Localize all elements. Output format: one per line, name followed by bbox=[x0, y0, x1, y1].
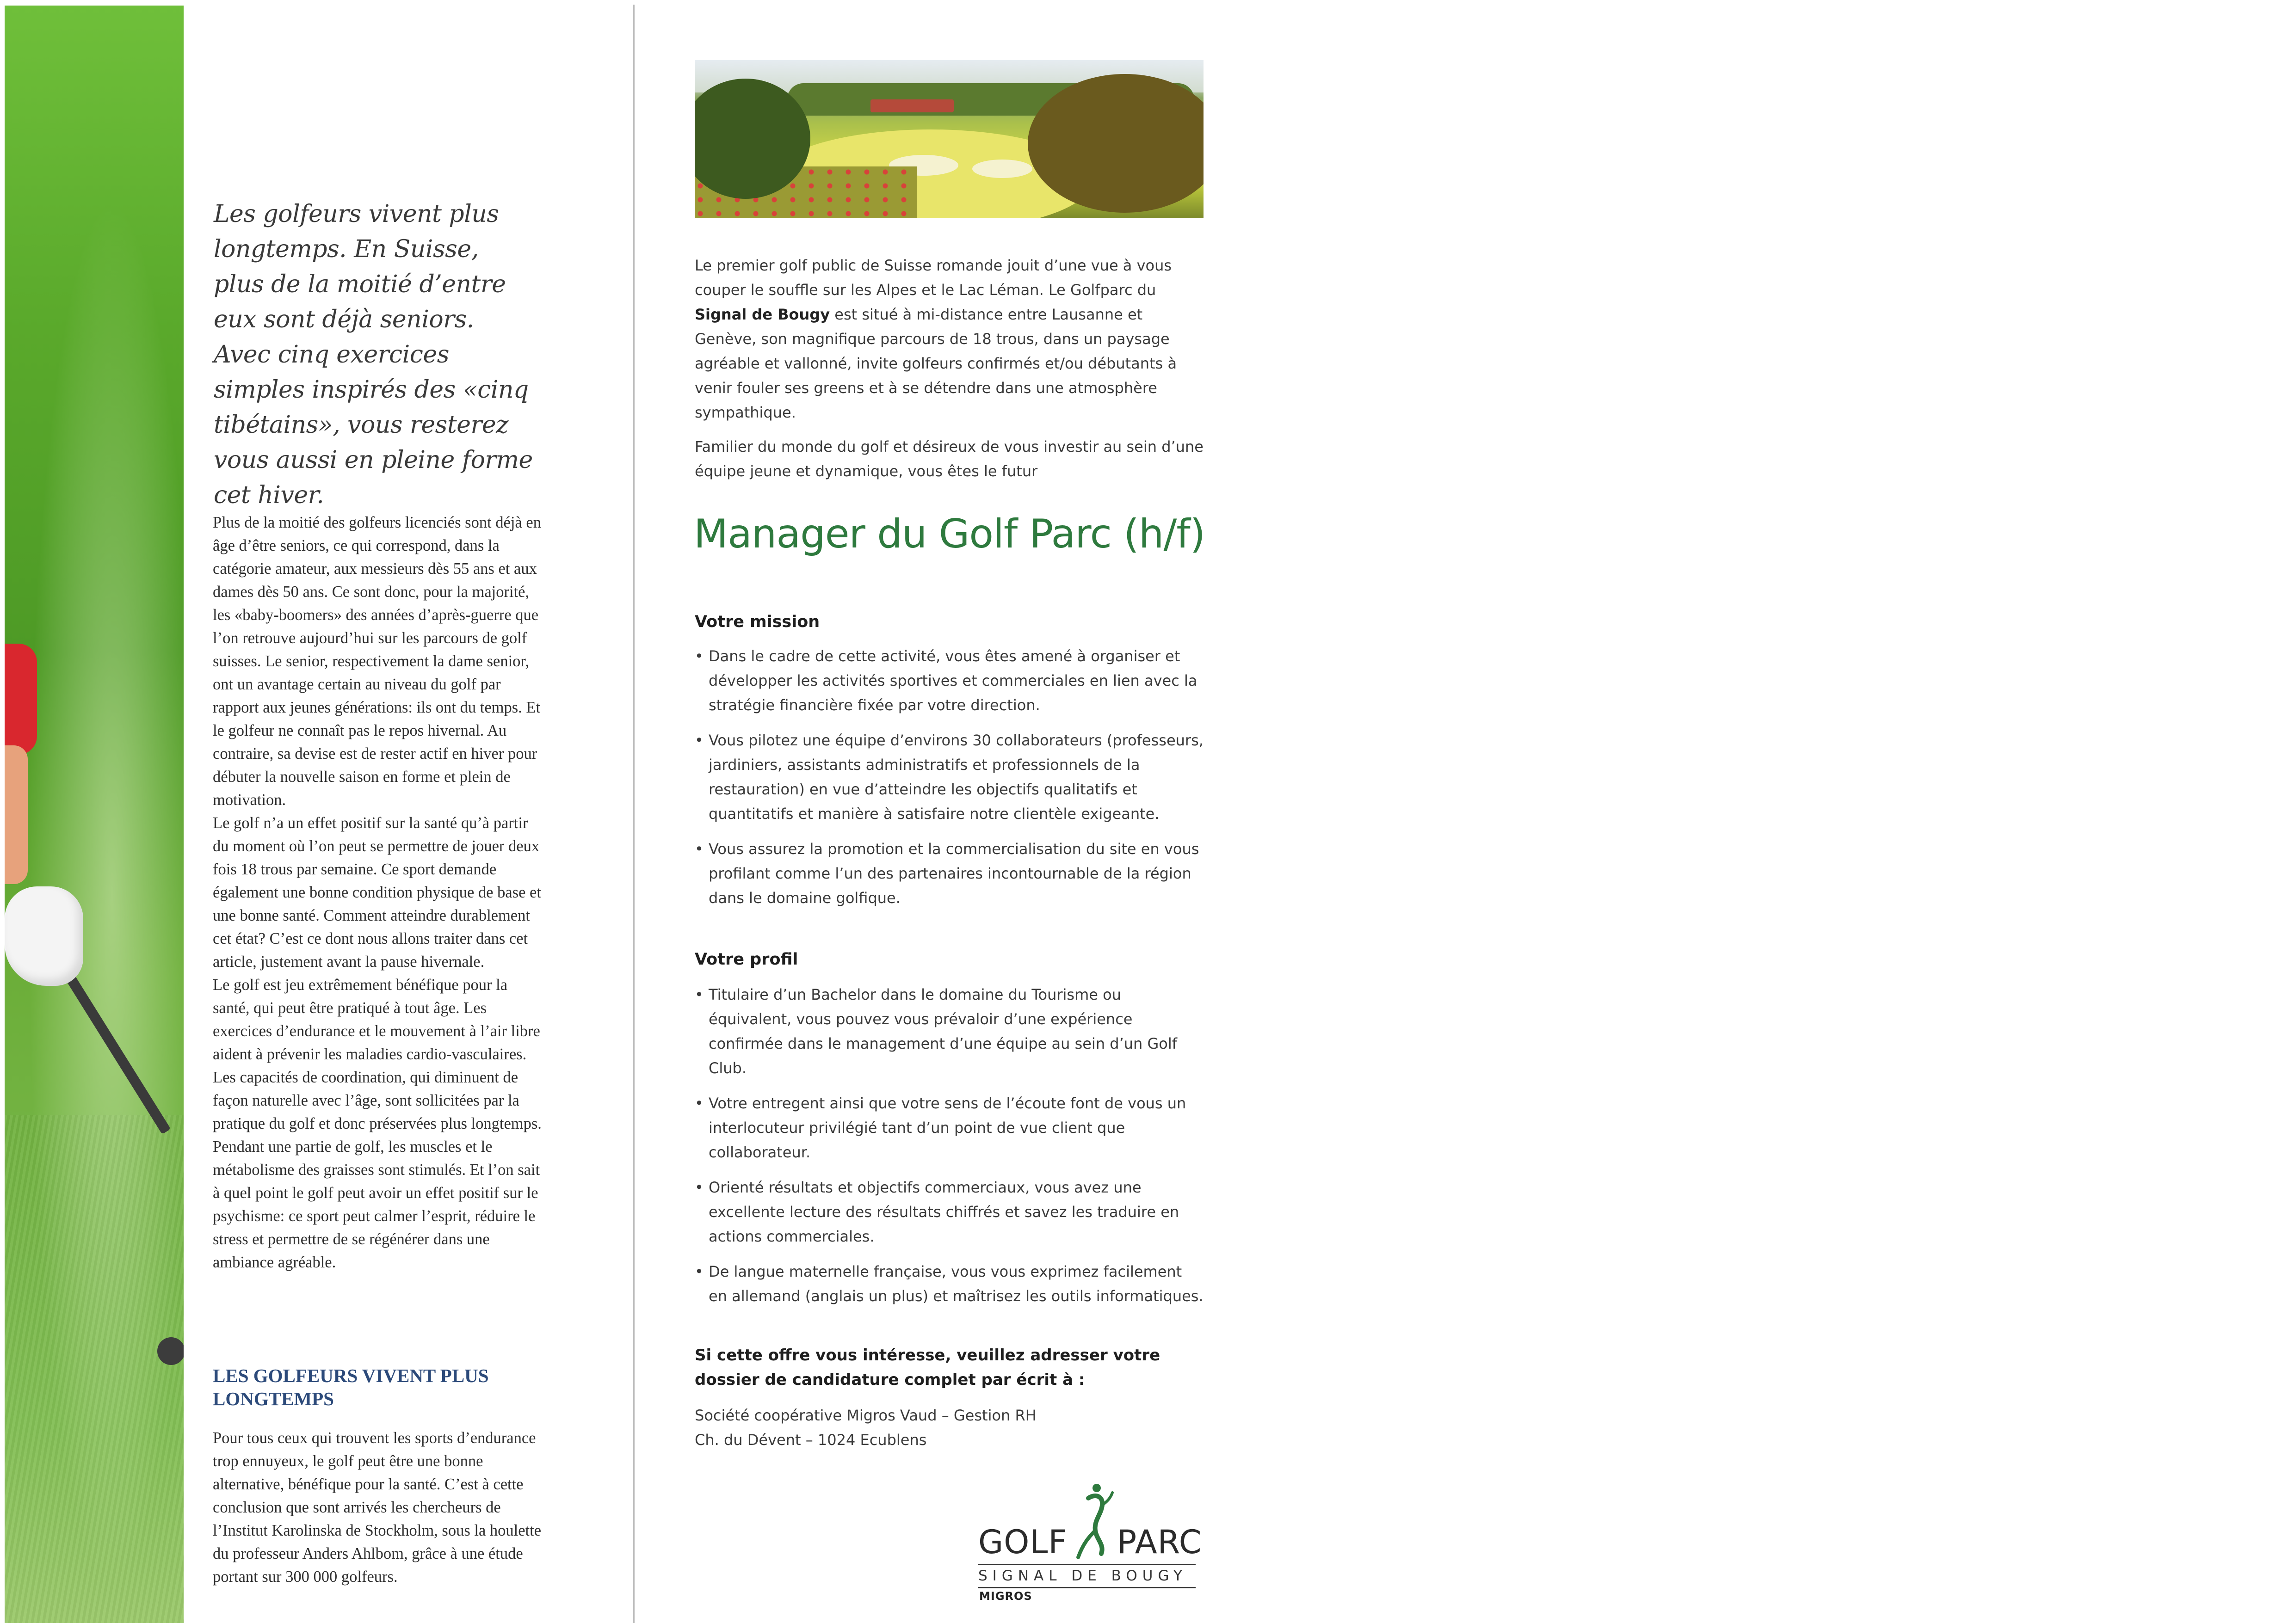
address-line: Société coopérative Migros Vaud – Gestion RH bbox=[695, 1407, 1037, 1424]
ad-intro-paragraph bbox=[695, 253, 1204, 425]
contact-address bbox=[695, 1403, 1204, 1452]
article-body-continued bbox=[213, 1410, 546, 1604]
clubhouse bbox=[870, 99, 954, 112]
golf-course-photo bbox=[695, 60, 1204, 218]
grass-texture bbox=[5, 1115, 184, 1623]
ad-intro-2-paragraph: Familier du monde du golf et désireux de vous investir au sein d’une équipe jeune et dynamique, vous êtes le futur bbox=[695, 438, 1204, 480]
address-line: Ch. du Dévent – 1024 Ecublens bbox=[695, 1431, 927, 1449]
profile-item: • Titulaire d’un Bachelor dans le domaine du Tourisme ou équivalent, vous pouvez vous prévaloir d’une expérience confirmée dans le management d’une équipe au sein d’un Golf Club. bbox=[695, 983, 1204, 1081]
article-intro: Les golfeurs vivent plus longtemps. En Suisse, plus de la moitié d’entre eux sont déjà seniors. Avec cinq exercices simples inspirés des «cinq tibétains», vous resterez vous aussi en pleine forme cet hiver. bbox=[214, 200, 533, 509]
job-title: Manager du Golf Parc (h/f) bbox=[694, 511, 1205, 557]
contact-call-to-action: Si cette offre vous intéresse, veuillez adresser votre dossier de candidature complet par écrit à : bbox=[695, 1346, 1160, 1389]
article-paragraph: Le golf n’a un effet positif sur la santé qu’à partir du moment où l’on peut se permettre de jouer deux fois 18 trous par semaine. Ce sport demande également une bonne condition physique de base et une bonne santé. Comment atteindre durablement cet état? C’est ce dont nous allons traiter dans cet article, justement avant la pause hivernale. bbox=[213, 814, 541, 971]
golfer-silhouette-icon bbox=[1070, 1480, 1116, 1561]
article-paragraph: Plus de la moitié des golfeurs licenciés sont déjà en âge d’être seniors, ce qui correspond, dans la catégorie amateur, aux messieurs dès 55 ans et aux dames dès 50 ans. Ce sont donc, pour la majorité, les «baby-boomers» des années d’après-guerre que l’on retrouve aujourd’hui sur les parcours de golf suisses. Le senior, respectivement la dame senior, ont un avantage certain au niveau du golf par rapport aux jeunes générations: ils ont du temps. Et le golfeur ne connaît pas le repos hivernal. Au contraire, sa devise est de rester actif en hiver pour débuter la nouvelle saison en forme et plein de motivation. bbox=[213, 514, 541, 809]
profile-item: • De langue maternelle française, vous vous exprimez facilement en allemand (anglais un plus) et maîtrisez les outils informatiques. bbox=[695, 1260, 1204, 1309]
mission-item: • Dans le cadre de cette activité, vous êtes amené à organiser et développer les activités sportives et commerciales en lien avec la stratégie financière fixée par votre direction. bbox=[695, 644, 1204, 718]
profile-heading: Votre profil bbox=[695, 950, 798, 969]
ad-intro-after: est situé à mi-distance entre Lausanne et Genève, son magnifique parcours de 18 trous, dans un paysage agréable et vallonné, invite golfeurs confirmés et/ou débutants à venir fouler ses greens et à se détendre dans une atmosphère sympathique. bbox=[695, 306, 1177, 421]
logo-rule bbox=[978, 1587, 1196, 1588]
article-paragraph: Le golf est jeu extrêmement bénéfique pour la santé, qui peut être pratiqué à tout âge. Les exercices d’endurance et le mouvement à l’air libre aident à prévenir les maladies cardio-vasculaires. Les capacités de coordination, qui diminuent de façon naturelle avec l’âge, sont sollicitées par la pratique du golf et donc préservées plus longtemps. Pendant une partie de golf, les muscles et le métabolisme des graisses sont stimulés. Et l’on sait à quel point le golf peut avoir un effet positif sur le psychisme: ce sport peut calmer l’esprit, réduire le stress et permettre de se régénérer dans une ambiance agréable. bbox=[213, 976, 542, 1271]
golfer-photo-strip bbox=[5, 6, 184, 1623]
logo-word-golf: GOLF bbox=[978, 1523, 1068, 1561]
profile-list bbox=[695, 983, 1204, 1319]
ad-intro-before: Le premier golf public de Suisse romande jouit d’une vue à vous couper le souffle sur les Alpes et le Lac Léman. Le Golfparc du bbox=[695, 257, 1172, 299]
mission-heading: Votre mission bbox=[695, 613, 820, 631]
logo-brand: MIGROS bbox=[979, 1590, 1032, 1603]
page-fold-divider bbox=[633, 5, 635, 1623]
profile-item: • Orienté résultats et objectifs commerciaux, vous avez une excellente lecture des résultats chiffrés et savez les traduire en actions commerciales. bbox=[695, 1175, 1204, 1249]
golf-parc-logo bbox=[978, 1480, 1202, 1603]
mission-item: • Vous pilotez une équipe d’environs 30 collaborateurs (professeurs, jardiniers, assistants administratifs et professionnels de la restauration) en vue d’atteindre les objectifs qualitatifs et quantitatifs et manière à satisfaire notre clientèle exigeante. bbox=[695, 728, 1204, 826]
ad-intro-2 bbox=[695, 435, 1204, 484]
golfer-red-shirt bbox=[5, 644, 37, 755]
logo-word-parc: PARC bbox=[1117, 1523, 1202, 1561]
golfer-arm bbox=[5, 745, 28, 884]
profile-item: • Votre entregent ainsi que votre sens de l’écoute font de vous un interlocuteur privilégié tant d’un point de vue client que collaborateur. bbox=[695, 1091, 1204, 1165]
ad-intro bbox=[695, 253, 1204, 425]
ad-intro-bold: Signal de Bougy bbox=[695, 306, 830, 323]
club-head bbox=[157, 1337, 184, 1365]
logo-rule bbox=[978, 1564, 1196, 1565]
logo-subtitle: SIGNAL DE BOUGY bbox=[978, 1568, 1187, 1584]
golfer-white-glove bbox=[5, 886, 83, 986]
mission-item: • Vous assurez la promotion et la commercialisation du site en vous profilant comme l’un des partenaires incontournable de la région dans le domaine golfique. bbox=[695, 837, 1204, 910]
article-body bbox=[213, 511, 546, 1274]
mission-list bbox=[695, 644, 1204, 921]
article-subheading: LES GOLFEURS VIVENT PLUS LONGTEMPS bbox=[213, 1365, 489, 1409]
bunker bbox=[972, 160, 1032, 178]
article-paragraph: Pour tous ceux qui trouvent les sports d’endurance trop ennuyeux, le golf peut être une bonne alternative, bénéfique pour la santé. C’est à cette conclusion que sont arrivés les chercheurs de l’Institut Karolinska de Stockholm, sous la houlette du professeur Anders Ahlbom, grâce à une étude portant sur 300 000 golfeurs. bbox=[213, 1429, 542, 1586]
